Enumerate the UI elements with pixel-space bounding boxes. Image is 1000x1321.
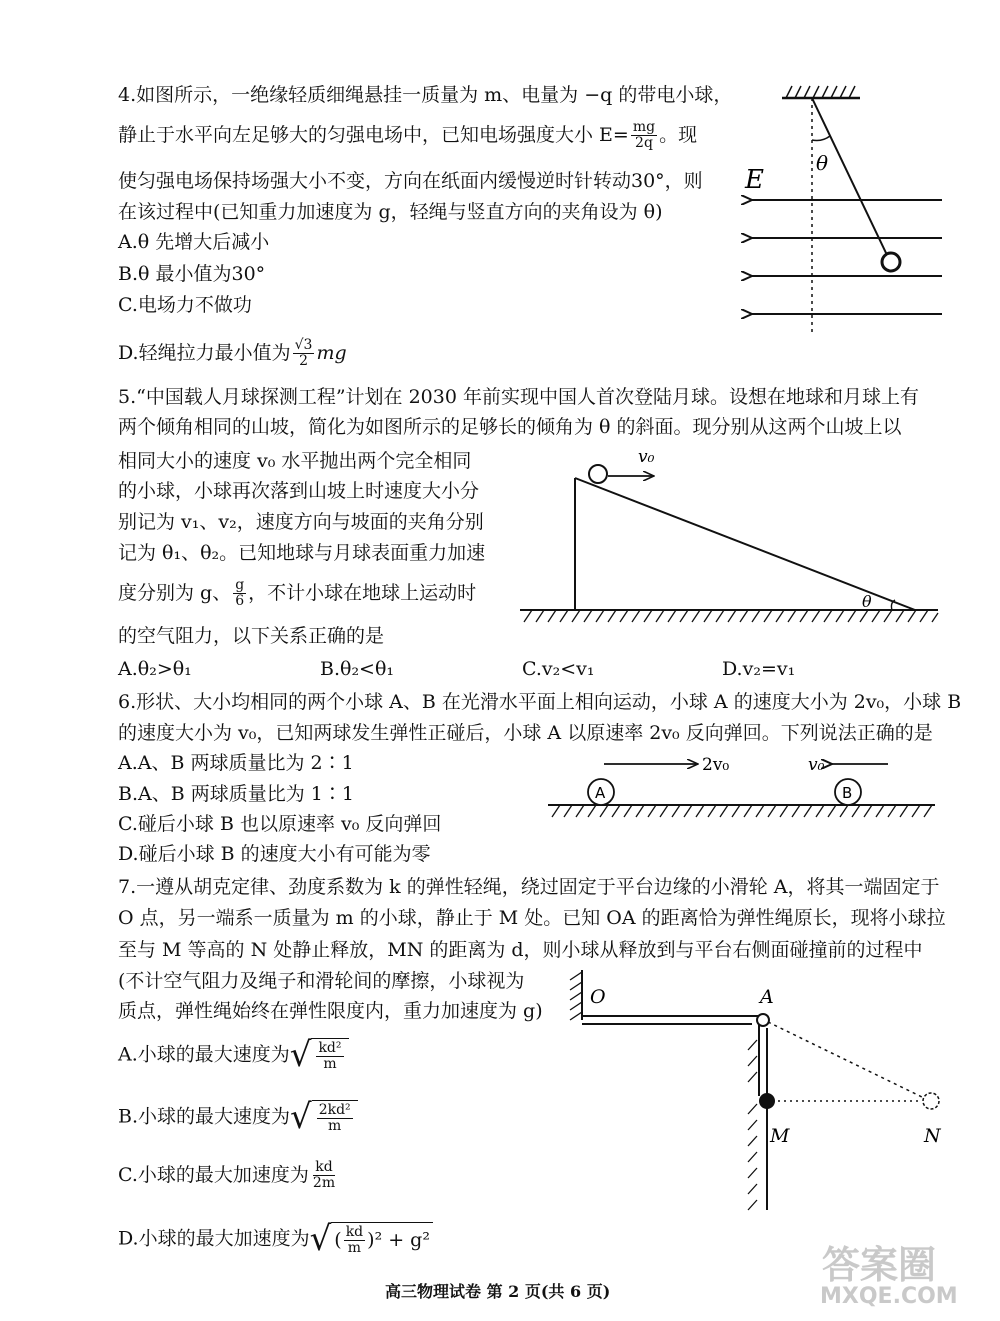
q7-line-1: 7.一遵从胡克定律、劲度系数为 k 的弹性轻绳，绕过固定于平台边缘的小滑轮 A，将其一端固定于: [118, 876, 940, 898]
q7-option-c-numerator: kd: [315, 1159, 333, 1175]
q5-line-4: 的小球，小球再次落到山坡上时速度大小分: [118, 480, 480, 502]
q5-figure: [520, 447, 938, 622]
q4-field-lines: [752, 200, 942, 314]
q7-option-d-open: (: [334, 1229, 342, 1252]
q7-option-b-numerator: 2kd²: [318, 1102, 351, 1118]
q5-line-5: 别记为 v₁、v₂，速度方向与坡面的夹角分别: [118, 511, 484, 533]
q6-arrow-b-label: v₀: [808, 755, 825, 775]
q5-option-d: D.v₂=v₁: [722, 658, 796, 680]
q4-line-3: 使匀强电场保持场强大小不变，方向在纸面内缓慢逆时针转动30°，则: [118, 170, 703, 192]
q7-pulley: [757, 1014, 769, 1026]
q7-line-3: 至与 M 等高的 N 处静止释放，MN 的距离为 d，则小球从释放到与平台右侧面碰撞前的过程中: [118, 939, 923, 961]
q4-option-d-numerator: √3: [294, 337, 313, 353]
q5-line-2: 两个倾角相同的山坡，简化为如图所示的足够长的倾角为 θ 的斜面。现分别从这两个山坡上以: [118, 416, 902, 438]
q7-label-o: O: [590, 986, 606, 1008]
q6-line-2: 的速度大小为 v₀，已知两球发生弹性正碰后，小球 A 以原速率 2v₀ 反向弹回。下列说法正确的是: [118, 722, 933, 744]
q5-line-1: 5.“中国载人月球探测工程”计划在 2030 年前实现中国人首次登陆月球。设想在地球和月球上有: [118, 386, 919, 408]
q5-option-b: B.θ₂<θ₁: [320, 658, 395, 680]
q7-line-2: O 点，另一端系一质量为 m 的小球，静止于 M 处。已知 OA 的距离恰为弹性绳原长，现将小球拉: [118, 907, 946, 929]
q7-line-4: (不计空气阻力及绳子和滑轮间的摩擦，小球视为: [118, 970, 525, 992]
q6-ball-b-label: B: [842, 784, 853, 802]
q7-left-wall-hatch: [570, 972, 582, 1020]
watermark-top: 答案圈: [822, 1243, 937, 1287]
q6-option-d: D.碰后小球 B 的速度大小有可能为零: [118, 843, 431, 865]
q7-side-hatch: [748, 1040, 757, 1210]
q5-velocity-label: v₀: [638, 447, 655, 467]
q6-option-a: A.A、B 两球质量比为 2∶1: [118, 752, 354, 774]
q5-line-6: 记为 θ₁、θ₂。已知地球与月球表面重力加速: [118, 542, 486, 564]
q7-line-5: 质点，弹性绳始终在弹性限度内，重力加速度为 g): [118, 1000, 543, 1022]
watermark-bottom: MXQE.COM: [820, 1284, 958, 1309]
q4-fraction-denominator: 2q: [635, 135, 653, 152]
q7-option-c-text: C.小球的最大加速度为: [118, 1163, 309, 1186]
q5-ground-hatch: [524, 610, 938, 622]
q6-figure: [548, 755, 935, 817]
q6-line-1: 6.形状、大小均相同的两个小球 A、B 在光滑水平面上相向运动，小球 A 的速度大小为 2v₀，小球 B: [118, 691, 962, 713]
q7-option-a-denominator: m: [323, 1056, 337, 1073]
q5-option-c: C.v₂<v₁: [522, 658, 595, 680]
q7-label-a: A: [760, 986, 774, 1008]
q7-option-c-denominator: 2m: [312, 1175, 336, 1192]
q4-option-c: C.电场力不做功: [118, 294, 252, 316]
page-footer: 高三物理试卷 第 2 页(共 6 页): [385, 1282, 611, 1301]
q4-fraction-numerator: mg: [632, 119, 656, 135]
q6-option-c: C.碰后小球 B 也以原速率 v₀ 反向弹回: [118, 813, 442, 835]
q6-ground-hatch: [552, 805, 932, 817]
q5-line-7-text: 度分别为 g、: [118, 581, 232, 604]
q6-option-b: B.A、B 两球质量比为 1∶1: [118, 783, 354, 805]
q5-line-7-tail: ，不计小球在地球上运动时: [248, 581, 477, 604]
q7-option-a-root: √ $\frac{\text{kd²}}{m}$: [290, 1038, 349, 1073]
q5-line-3: 相同大小的速度 v₀ 水平抛出两个完全相同: [118, 450, 472, 472]
q4-line-1: 4.如图所示，一绝缘轻质细绳悬挂一质量为 m、电量为 −q 的带电小球，: [118, 84, 733, 106]
q6-arrow-a-label: 2v₀: [702, 755, 730, 775]
q4-charged-ball: [882, 253, 900, 271]
q7-ball-m: [759, 1093, 775, 1109]
q4-rope: [812, 98, 887, 255]
q4-line-2-tail: 。现: [659, 123, 698, 146]
q5-incline: [575, 478, 915, 610]
q4-option-b: B.θ 最小值为30°: [118, 263, 266, 285]
q7-option-d-text: D.小球的最大加速度为: [118, 1227, 310, 1250]
q4-ceiling-hatch: [786, 86, 855, 98]
q7-option-a-numerator: kd²: [318, 1040, 342, 1056]
q7-option-a-text: A.小球的最大速度为: [118, 1043, 290, 1066]
q5-option-a: A.θ₂>θ₁: [118, 658, 192, 680]
q7-option-d-denominator: m: [347, 1240, 362, 1257]
q5-ball: [589, 465, 607, 483]
q7-option-b-root: √ $\frac{\text{2kd²}}{m}$: [290, 1100, 358, 1135]
q7-option-b-denominator: m: [328, 1118, 342, 1135]
q4-option-d-denominator: 2: [299, 353, 308, 370]
q5-angle-label: θ: [862, 592, 872, 611]
q7-option-d-root: √ ( $\frac{kd}{m}$ )² + g²: [310, 1222, 433, 1257]
q7-dashed-rope: [768, 1022, 924, 1098]
q6-ball-a-label: A: [595, 784, 606, 802]
q4-figure: [744, 86, 942, 335]
q7-label-m: M: [770, 1125, 790, 1147]
q4-field-label: E: [745, 165, 764, 195]
q7-ball-n: [923, 1093, 939, 1109]
q4-angle-label: θ: [816, 151, 829, 175]
q4-option-a: A.θ 先增大后减小: [118, 231, 270, 253]
q4-line-4: 在该过程中(已知重力加速度为 g，轻绳与竖直方向的夹角设为 θ): [118, 201, 663, 223]
q5-fraction-numerator: g: [235, 577, 245, 593]
q7-option-d-numerator: kd: [345, 1224, 364, 1240]
q7-label-n: N: [924, 1125, 941, 1147]
q4-option-d-unit: mg: [316, 341, 347, 364]
q4-angle-arc: [812, 136, 830, 141]
q7-option-d-close: )² + g²: [367, 1229, 430, 1252]
q7-option-b-text: B.小球的最大速度为: [118, 1105, 291, 1128]
q5-line-8: 的空气阻力，以下关系正确的是: [118, 625, 385, 647]
q7-figure: [570, 970, 942, 1210]
q5-fraction-denominator: 6: [235, 593, 245, 610]
q4-line-2-text: 静止于水平向左足够大的匀强电场中，已知电场强度大小 E=: [118, 123, 629, 146]
q4-option-d-text: D.轻绳拉力最小值为: [118, 341, 291, 364]
